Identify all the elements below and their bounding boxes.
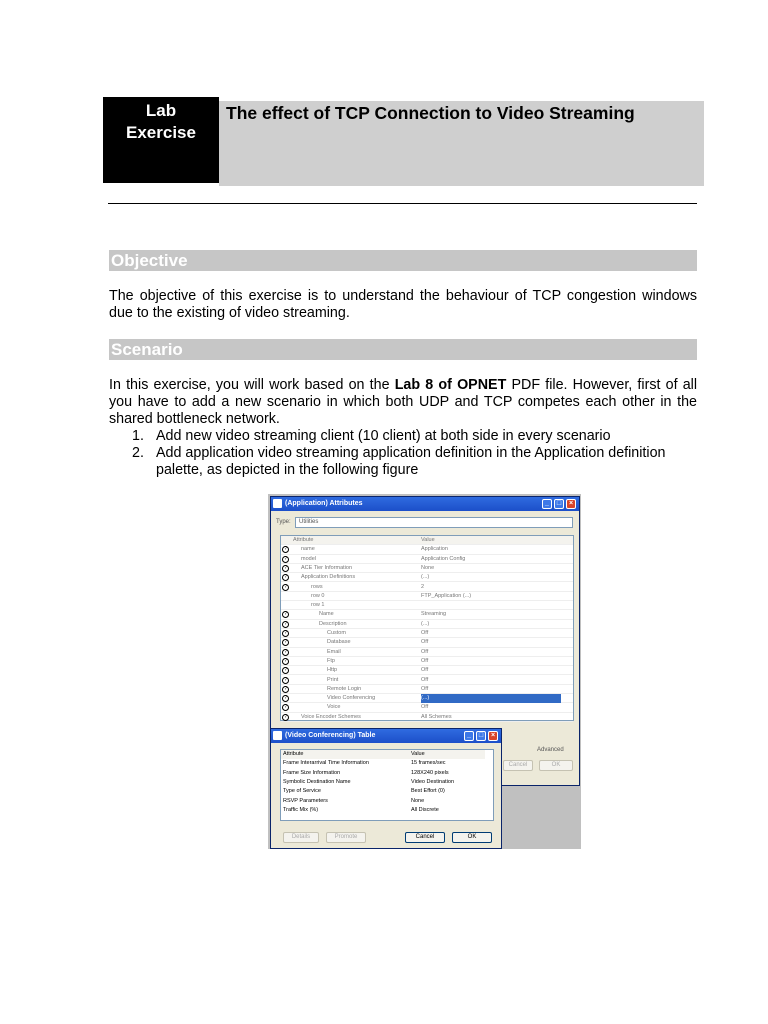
row-value: 128X240 pixels: [411, 769, 449, 776]
column-header-attribute: Attribute: [293, 537, 314, 543]
help-icon[interactable]: ?: [282, 667, 289, 674]
row-value: All Discrete: [411, 806, 439, 813]
scenario-intro-start: In this exercise, you will work based on the: [109, 377, 395, 393]
row-attribute: Print: [327, 676, 339, 683]
row-attribute: Frame Size Information: [283, 769, 341, 776]
cancel-button[interactable]: Cancel: [405, 832, 445, 843]
row-attribute: Type of Service: [283, 788, 321, 795]
table-row[interactable]: [281, 592, 573, 601]
row-attribute: Email: [327, 648, 341, 655]
table-row[interactable]: [281, 676, 573, 685]
help-icon[interactable]: ?: [282, 658, 289, 665]
row-attribute: Ftp: [327, 657, 335, 664]
attributes-window-title: (Application) Attributes: [285, 500, 363, 507]
promote-button[interactable]: Promote: [326, 832, 366, 843]
screenshot-figure: [268, 494, 581, 849]
row-value-selected[interactable]: (...): [421, 694, 561, 703]
row-value: Streaming: [421, 611, 447, 618]
row-attribute: ACE Tier Information: [301, 564, 353, 571]
row-value: None: [411, 797, 425, 804]
table-row[interactable]: [281, 806, 485, 815]
row-value: 2: [421, 583, 425, 590]
row-value: (...): [421, 574, 430, 581]
table-row[interactable]: [281, 703, 573, 712]
scenario-intro-bold: Lab 8 of OPNET: [394, 377, 507, 393]
header-divider: [108, 203, 697, 204]
row-attribute: Frame Interarrival Time Information: [283, 760, 369, 767]
table-row[interactable]: [281, 694, 573, 703]
row-attribute: Application Definitions: [301, 574, 356, 581]
table-row[interactable]: [281, 657, 573, 666]
lab-label-line2: Exercise: [126, 123, 196, 142]
row-attribute: rows: [311, 583, 323, 590]
row-value: Off: [421, 639, 429, 646]
table-row[interactable]: [281, 648, 573, 657]
row-attribute: Symbolic Destination Name: [283, 778, 351, 785]
row-attribute: Voice: [327, 704, 341, 711]
help-icon[interactable]: ?: [282, 630, 289, 637]
table-row[interactable]: [281, 778, 485, 787]
table-row[interactable]: [281, 638, 573, 647]
column-header-value: Value: [411, 751, 425, 757]
help-icon[interactable]: ?: [282, 546, 289, 553]
row-attribute: RSVP Parameters: [283, 797, 328, 804]
row-value: Off: [421, 685, 429, 692]
video-conferencing-window-title: (Video Conferencing) Table: [285, 732, 376, 739]
details-button[interactable]: Details: [283, 832, 319, 843]
help-icon[interactable]: ?: [282, 584, 289, 591]
row-attribute: Database: [327, 639, 351, 646]
table-row[interactable]: [281, 666, 573, 675]
row-attribute: Voice Encoder Schemes: [301, 713, 361, 720]
lab-label-line1: Lab: [145, 101, 177, 120]
minimize-icon[interactable]: _: [464, 731, 474, 741]
row-attribute: Video Conferencing: [327, 695, 376, 702]
row-value: Off: [421, 676, 429, 683]
table-row[interactable]: [281, 629, 573, 638]
attributes-table[interactable]: [280, 535, 574, 721]
help-icon[interactable]: ?: [282, 704, 289, 711]
help-icon[interactable]: ?: [282, 714, 289, 721]
row-attribute: Http: [327, 667, 338, 674]
table-row[interactable]: [281, 610, 573, 619]
help-icon[interactable]: ?: [282, 686, 289, 693]
help-icon[interactable]: ?: [282, 556, 289, 563]
maximize-icon[interactable]: □: [554, 499, 564, 509]
help-icon[interactable]: ?: [282, 649, 289, 656]
help-icon[interactable]: ?: [282, 621, 289, 628]
ok-button[interactable]: OK: [539, 760, 573, 771]
list-text: Add new video streaming client (10 client) at both side in every scenario: [156, 428, 611, 444]
lab-exercise-label: [103, 97, 219, 183]
table-row[interactable]: [281, 583, 573, 592]
help-icon[interactable]: ?: [282, 695, 289, 702]
table-row[interactable]: [281, 564, 573, 573]
table-row[interactable]: [281, 573, 573, 582]
row-value: Off: [421, 648, 429, 655]
table-row[interactable]: [281, 797, 485, 806]
scenario-heading: Scenario: [109, 339, 697, 360]
row-value: (...): [421, 620, 430, 627]
type-value: Utilities: [299, 519, 319, 525]
row-attribute: Name: [319, 611, 334, 618]
row-value: None: [421, 564, 435, 571]
objective-text: The objective of this exercise is to understand the behaviour of TCP congestion windows due to the existing of video streaming.: [109, 288, 697, 321]
row-value: Off: [421, 630, 429, 636]
help-icon[interactable]: ?: [282, 565, 289, 572]
window-icon: [273, 731, 282, 740]
scenario-intro-end: PDF file. However, first of all you have to add a new scenario in which both UDP and TCP competes each other in the shared bottleneck network.: [109, 377, 698, 427]
table-row[interactable]: [281, 787, 485, 796]
cancel-button[interactable]: Cancel: [503, 760, 533, 771]
row-value: Off: [421, 667, 429, 674]
column-header-attribute: Attribute: [283, 751, 304, 757]
type-label: Type:: [276, 519, 291, 525]
row-value: All Schemes: [421, 713, 452, 720]
list-number: 1.: [132, 428, 144, 444]
close-icon[interactable]: ×: [566, 499, 576, 509]
table-row[interactable]: [281, 545, 573, 554]
table-row[interactable]: [281, 601, 573, 610]
table-header: [281, 750, 485, 759]
row-value: Application: [421, 546, 448, 553]
table-row[interactable]: [281, 685, 573, 694]
table-row[interactable]: [281, 620, 573, 629]
attributes-titlebar: [271, 497, 579, 511]
row-attribute: Custom: [327, 630, 346, 636]
table-row[interactable]: [281, 759, 485, 768]
video-conferencing-table[interactable]: [280, 749, 494, 821]
table-row[interactable]: [281, 555, 573, 564]
row-value: Video Destination: [411, 778, 455, 785]
advanced-checkbox-label[interactable]: Advanced: [537, 747, 564, 753]
help-icon[interactable]: ?: [282, 611, 289, 618]
row-attribute: name: [301, 546, 315, 553]
minimize-icon[interactable]: _: [542, 499, 552, 509]
scenario-intro: [109, 377, 697, 428]
help-icon[interactable]: ?: [282, 639, 289, 646]
row-attribute: Description: [319, 620, 347, 627]
maximize-icon[interactable]: □: [476, 731, 486, 741]
window-icon: [273, 499, 282, 508]
ok-button[interactable]: OK: [452, 832, 492, 843]
row-attribute: Traffic Mix (%): [283, 806, 319, 813]
row-value: Application Config: [421, 555, 466, 562]
row-value: Best Effort (0): [411, 788, 445, 795]
table-row[interactable]: [281, 769, 485, 778]
row-value: 15 frames/sec: [411, 760, 446, 767]
type-field[interactable]: [295, 517, 573, 528]
help-icon[interactable]: ?: [282, 574, 289, 581]
row-attribute: Remote Login: [327, 685, 362, 692]
table-header: [281, 536, 573, 545]
video-conferencing-window: [270, 728, 502, 849]
help-icon[interactable]: ?: [282, 677, 289, 684]
row-value: Off: [421, 704, 429, 711]
list-number: 2.: [132, 445, 144, 461]
column-header-value: Value: [421, 537, 435, 543]
row-attribute: row 0: [311, 592, 325, 599]
table-row[interactable]: [281, 713, 573, 722]
close-icon[interactable]: ×: [488, 731, 498, 741]
page-title: The effect of TCP Connection to Video Streaming: [226, 103, 635, 123]
row-value: Off: [421, 657, 429, 664]
list-text: Add application video streaming application definition in the Application definition palette, as depicted in the following figure: [156, 445, 666, 478]
row-attribute: model: [301, 555, 316, 562]
objective-heading: Objective: [109, 250, 697, 271]
row-attribute: row 1: [311, 602, 325, 609]
video-conferencing-titlebar: [271, 729, 501, 743]
row-value: FTP_Application (...): [421, 592, 472, 599]
